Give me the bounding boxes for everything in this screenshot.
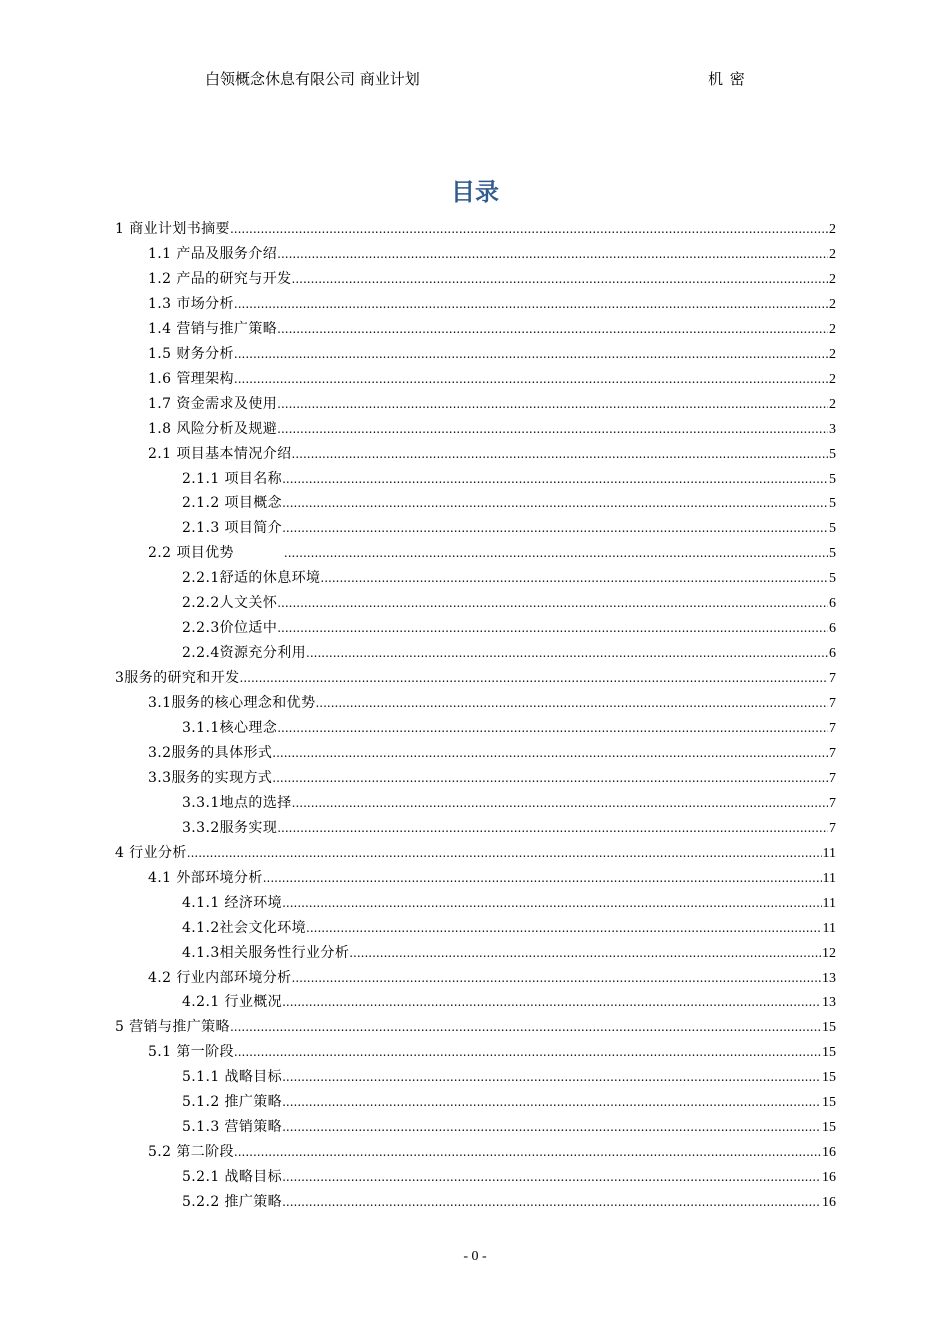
- toc-dot-leader: [292, 792, 828, 814]
- toc-entry[interactable]: [182, 792, 836, 814]
- toc-dot-leader: [277, 817, 828, 839]
- toc-entry-label: 4.1 外部环境分析: [148, 869, 263, 886]
- toc-entry-page: 13: [822, 995, 836, 1011]
- toc-entry-page: 7: [829, 671, 836, 687]
- toc-dot-leader: [230, 1016, 821, 1038]
- toc-entry[interactable]: [115, 842, 836, 864]
- toc-entry-page: 11: [822, 845, 836, 861]
- toc-entry-page: 7: [829, 795, 836, 811]
- toc-dot-leader: [349, 942, 821, 964]
- toc-dot-leader: [282, 991, 821, 1013]
- toc-entry[interactable]: [182, 817, 836, 839]
- toc-entry-label: 2.1.2 项目概念: [182, 495, 283, 512]
- toc-entry[interactable]: [182, 1191, 836, 1213]
- toc-dot-leader: [277, 717, 828, 739]
- toc-entry-page: 7: [829, 770, 836, 786]
- toc-entry-page: 2: [829, 222, 836, 237]
- toc-dot-leader: [282, 1166, 821, 1188]
- toc-entry-label: 4.2.1 行业概况: [182, 994, 283, 1011]
- toc-entry[interactable]: [182, 567, 836, 589]
- toc-entry[interactable]: [148, 542, 836, 564]
- toc-entry-page: 11: [822, 895, 836, 911]
- header-company-title: 白领概念休息有限公司 商业计划: [205, 70, 420, 88]
- toc-dot-leader: [282, 1116, 821, 1138]
- toc-title: 目录: [451, 178, 499, 206]
- toc-entry[interactable]: [148, 368, 836, 390]
- toc-entry-page: 5: [829, 571, 836, 587]
- toc-entry-label: 2.2.1舒适的休息环境: [182, 570, 321, 587]
- toc-dot-leader: [272, 742, 828, 764]
- toc-entry[interactable]: [182, 1091, 836, 1113]
- toc-dot-leader: [230, 218, 828, 240]
- toc-entry-label: 1.3 市场分析: [148, 295, 234, 312]
- toc-entry-page: 11: [822, 920, 836, 936]
- toc-dot-leader: [320, 567, 828, 589]
- toc-entry-page: 6: [829, 646, 836, 662]
- toc-entry-label: 1.5 财务分析: [148, 345, 234, 362]
- toc-entry-label: 3.3.2服务实现: [182, 819, 278, 836]
- toc-entry-label: 5.2.2 推广策略: [182, 1194, 283, 1211]
- toc-entry[interactable]: [182, 592, 836, 614]
- toc-entry-page: 2: [829, 321, 836, 337]
- toc-dot-leader: [292, 967, 821, 989]
- toc-dot-leader: [234, 1141, 821, 1163]
- toc-entry[interactable]: [182, 492, 836, 514]
- toc-entry-page: 2: [829, 371, 836, 387]
- toc-entry[interactable]: [115, 218, 836, 240]
- toc-entry-page: 5: [829, 496, 836, 512]
- toc-entry-label: 3服务的研究和开发: [115, 670, 240, 687]
- toc-entry-label: 3.3.1地点的选择: [182, 794, 292, 811]
- toc-entry-label: 5.2.1 战略目标: [182, 1169, 283, 1186]
- toc-entry-label: 2.2 项目优势: [148, 545, 234, 562]
- toc-entry-page: 2: [829, 296, 836, 312]
- toc-entry-page: 5: [829, 446, 836, 462]
- toc-entry-page: 13: [822, 970, 836, 986]
- toc-dot-leader: [234, 343, 828, 365]
- toc-entry-label: 1.6 管理架构: [148, 370, 234, 387]
- toc-dot-leader: [282, 892, 821, 914]
- toc-entry-page: 2: [829, 346, 836, 362]
- toc-entry-page: 11: [822, 870, 836, 886]
- toc-entry-page: 3: [829, 421, 836, 437]
- toc-entry-label: 4.1.3相关服务性行业分析: [182, 944, 350, 961]
- toc-entry[interactable]: [148, 1141, 836, 1163]
- toc-entry-page: 7: [829, 696, 836, 712]
- toc-entry-page: 15: [822, 1070, 836, 1086]
- toc-entry[interactable]: [148, 343, 836, 365]
- toc-entry[interactable]: [148, 1041, 836, 1063]
- toc-entry-label: 1.1 产品及服务介绍: [148, 245, 278, 262]
- toc-entry-label: 5.1.2 推广策略: [182, 1094, 283, 1111]
- toc-entry-page: 7: [829, 745, 836, 761]
- toc-entry-label: 3.2服务的具体形式: [148, 744, 273, 761]
- toc-entry[interactable]: [148, 268, 836, 290]
- toc-entry[interactable]: [148, 243, 836, 265]
- toc-entry-label: 1 商业计划书摘要: [115, 221, 230, 237]
- toc-entry-label: 4.2 行业内部环境分析: [148, 969, 292, 986]
- toc-entry-label: 4.1.1 经济环境: [182, 894, 283, 911]
- toc-entry-label: 3.1.1核心理念: [182, 720, 278, 736]
- toc-entry[interactable]: [182, 717, 836, 739]
- toc-dot-leader: [282, 492, 828, 514]
- toc-entry-page: 15: [822, 1020, 836, 1036]
- toc-entry[interactable]: [148, 418, 836, 440]
- toc-dot-leader: [234, 368, 828, 390]
- toc-dot-leader: [277, 592, 828, 614]
- toc-entry-page: 2: [829, 271, 836, 287]
- toc-entry[interactable]: [182, 892, 836, 914]
- toc-entry-label: 2.2.2人文关怀: [182, 595, 278, 612]
- toc-entry-page: 5: [829, 521, 836, 537]
- toc-entry-label: 5.1.3 营销策略: [182, 1119, 283, 1136]
- toc-dot-leader: [306, 917, 821, 939]
- toc-dot-leader: [282, 1066, 821, 1088]
- toc-entry[interactable]: [115, 667, 836, 689]
- toc-entry[interactable]: [148, 742, 836, 764]
- toc-entry[interactable]: [148, 393, 836, 415]
- toc-entry-label: 5.1.1 战略目标: [182, 1069, 283, 1086]
- toc-dot-leader: [272, 767, 828, 789]
- toc-entry[interactable]: [182, 1116, 836, 1138]
- toc-dot-leader: [234, 293, 828, 315]
- toc-dot-leader: [306, 642, 828, 664]
- toc-dot-leader: [277, 318, 828, 340]
- toc-dot-leader: [187, 842, 822, 864]
- toc-entry-page: 15: [822, 1095, 836, 1111]
- toc-entry-page: 7: [829, 820, 836, 836]
- toc-entry[interactable]: [148, 318, 836, 340]
- toc-dot-leader: [277, 393, 828, 415]
- toc-dot-leader: [315, 692, 828, 714]
- toc-dot-leader: [282, 517, 828, 539]
- toc-entry-page: 2: [829, 246, 836, 262]
- toc-dot-leader: [277, 418, 828, 440]
- toc-entry-page: 12: [822, 945, 836, 961]
- toc-dot-leader: [284, 542, 828, 564]
- toc-entry-label: 5.2 第二阶段: [148, 1144, 234, 1161]
- page-number: - 0 -: [463, 1249, 487, 1264]
- toc-entry[interactable]: [182, 617, 836, 639]
- toc-entry-page: 5: [829, 471, 836, 487]
- toc-dot-leader: [263, 867, 822, 889]
- toc-entry-page: 7: [829, 721, 836, 736]
- toc-entry-page: 6: [829, 596, 836, 612]
- header-confidential-label: 机 密: [708, 70, 746, 88]
- toc-entry[interactable]: [148, 443, 836, 465]
- toc-entry[interactable]: [115, 1016, 836, 1038]
- toc-entry[interactable]: [182, 991, 836, 1013]
- toc-dot-leader: [277, 243, 828, 265]
- toc-entry-page: 2: [829, 396, 836, 412]
- toc-entry-page: 5: [829, 546, 836, 562]
- toc-entry[interactable]: [148, 767, 836, 789]
- toc-entry-label: 3.3服务的实现方式: [148, 769, 273, 786]
- toc-dot-leader: [282, 468, 828, 490]
- toc-entry-label: 2.1.1 项目名称: [182, 470, 283, 487]
- toc-entry-label: 2.2.3价位适中: [182, 620, 278, 637]
- toc-dot-leader: [282, 1191, 821, 1213]
- toc-entry[interactable]: [182, 517, 836, 539]
- toc-dot-leader: [234, 1041, 821, 1063]
- toc-entry[interactable]: [148, 967, 836, 989]
- toc-dot-leader: [282, 1091, 821, 1113]
- toc-entry[interactable]: [148, 293, 836, 315]
- toc-entry-page: 15: [822, 1045, 836, 1061]
- toc-dot-leader: [292, 268, 828, 290]
- toc-entry-label: 3.1服务的核心理念和优势: [148, 695, 316, 712]
- toc-entry-label: 2.2.4资源充分利用: [182, 645, 307, 662]
- toc-entry[interactable]: [182, 468, 836, 490]
- toc-dot-leader: [277, 617, 828, 639]
- toc-entry-label: 5.1 第一阶段: [148, 1044, 234, 1061]
- toc-entry-page: 15: [822, 1120, 836, 1136]
- toc-entry-label: 1.2 产品的研究与开发: [148, 270, 292, 287]
- toc-entry[interactable]: [182, 1166, 836, 1188]
- toc-entry-page: 16: [822, 1195, 836, 1211]
- toc-entry-label: 1.7 资金需求及使用: [148, 395, 278, 412]
- toc-entry-page: 16: [822, 1170, 836, 1186]
- toc-entry-label: 2.1 项目基本情况介绍: [148, 445, 292, 462]
- toc-entry[interactable]: [148, 692, 836, 714]
- toc-entry-label: 1.8 风险分析及规避: [148, 420, 278, 437]
- toc-entry-page: 6: [829, 621, 836, 637]
- toc-entry[interactable]: [182, 917, 836, 939]
- toc-entry[interactable]: [148, 867, 836, 889]
- toc-entry[interactable]: [182, 1066, 836, 1088]
- toc-entry[interactable]: [182, 642, 836, 664]
- toc-entry-label: 2.1.3 项目简介: [182, 520, 283, 537]
- page-header: [205, 68, 750, 90]
- toc-dot-leader: [240, 667, 828, 689]
- toc-entry-label: 1.4 营销与推广策略: [148, 320, 278, 337]
- toc-entry-label: 5 营销与推广策略: [115, 1019, 230, 1036]
- toc-entry-label: 4 行业分析: [115, 844, 187, 861]
- toc-entry-label: 4.1.2社会文化环境: [182, 919, 307, 936]
- toc-entry[interactable]: [182, 942, 836, 964]
- toc-dot-leader: [292, 443, 828, 465]
- toc-entry-page: 16: [822, 1145, 836, 1161]
